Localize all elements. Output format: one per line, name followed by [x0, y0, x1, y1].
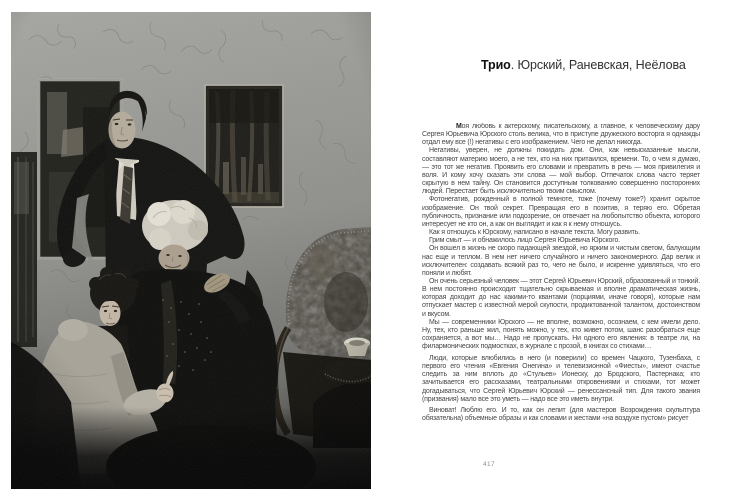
essay-paragraph-3: Фотонегатив, рожденный в полной темноте, тоже (почему тоже?) хранит скрытое изображение. Он твой секрет. Превращая его в позитив, я теряю его. Обретая публичность, признание или подозрение, он отвечает на любопытство объекта, которого интересует не кто он, а как он выглядит и как я к нему отношусь.: [422, 196, 700, 228]
essay-paragraph-5: Грим смыт — и обнажилось лицо Сергея Юрьевича Юрского.: [429, 237, 620, 245]
essay-paragraph-1: Моя любовь к актерскому, писательскому, а главное, к человеческому дару Сергея Юрьевича Юрского столь велика, что в приступе дружеского восторга я однажды отдал ему все (!) негативы с его изображением. Чего не делал никогда.: [422, 123, 700, 147]
chapter-title: [481, 58, 686, 72]
page-number: 417: [483, 461, 496, 468]
trio-photograph: [11, 12, 371, 489]
essay-paragraph-2: Негативы, уверен, не должны покидать дом. Они, как невысказанные мысли, составляют материю моего, а не тех, кто на них притаился, времени. То, о чем я думаю, — это тот же негатив. Проявить его словами и превратить в речь — моя привилегия и воля. И кому хочу сказать эти слова — мой выбор. Отпечаток слова часто теряет скрытую в нем тайну. Он становится доступным толкованию совершенно посторонних людей. Перестает быть исключительно твоим смыслом.: [422, 147, 700, 196]
essay-paragraph-8: Мы — современники Юрского — не вполне, возможно, осознаем, с кем имели дело. Ну, тех, кто раньше жил, понять можно, у тех, кто живет потом, шанс разобраться еще сохраняется, а вот мы… Надо не пропускать. Ни одного его явления: в театре ли, на филармонических подмостках, в журнале с прозой, в книгах со стихами…: [422, 318, 700, 351]
essay-paragraph-6: Он вошел в жизнь не скоро падающей звездой, но ярким и чистым светом, балующим нас еще и теплом. В нем нет ничего случайного и ничего закономерного. Дар велик и исключителен: создавать всякий раз то, чего не было, и искренне удивляться, что его поняли и любят.: [422, 245, 700, 277]
essay-text: [422, 123, 700, 431]
photo-illustration: [11, 12, 371, 489]
essay-paragraph-7: Он очень серьезный человек — этот Сергей Юрьевич Юрский, образованный и тонкий. В нем постоянно происходит тщательно скрываемая и вполне драматическая жизнь, которая доходит до нас какими-то квантами (порциями, иначе говоря), которые нам отпускает мастер с известной мерой скупости, продиктованной талантом, достоинством и вкусом.: [422, 277, 700, 318]
chapter-title-rest: . Юрский, Раневская, Неёлова: [510, 58, 686, 72]
essay-paragraph-10: Виноват! Люблю его. И то, как он лепит (для мастеров Возрождения скульптура обязательна) объемные образы и как словами и жестами «на воздухе пустом» рисует: [422, 407, 700, 423]
right-page: [371, 0, 742, 500]
chapter-title-emphasis: Трио: [481, 58, 511, 72]
essay-paragraph-9: Люди, которые влюбились в него (и поверили) со времен Чацкого, Тузенбаха, с первого его чтения «Евгения Онегина» и телевизионной «Фиесты», имеют счастье следить за ним вплоть до «Стульев» Ионеску, до Бродского, Пастернака; кто зачитывается его рассказами, театральными откровениями и стихами, тот может догадываться, что Сергей Юрьевич Юрский — ренессансный тип. Для такого звания (призвания) мало все это уметь — надо все это иметь внутри.: [422, 354, 700, 403]
film-grain: [11, 12, 371, 489]
essay-paragraph-4: Как я отношусь к Юрскому, написано в начале текста. Могу развить.: [429, 229, 640, 237]
